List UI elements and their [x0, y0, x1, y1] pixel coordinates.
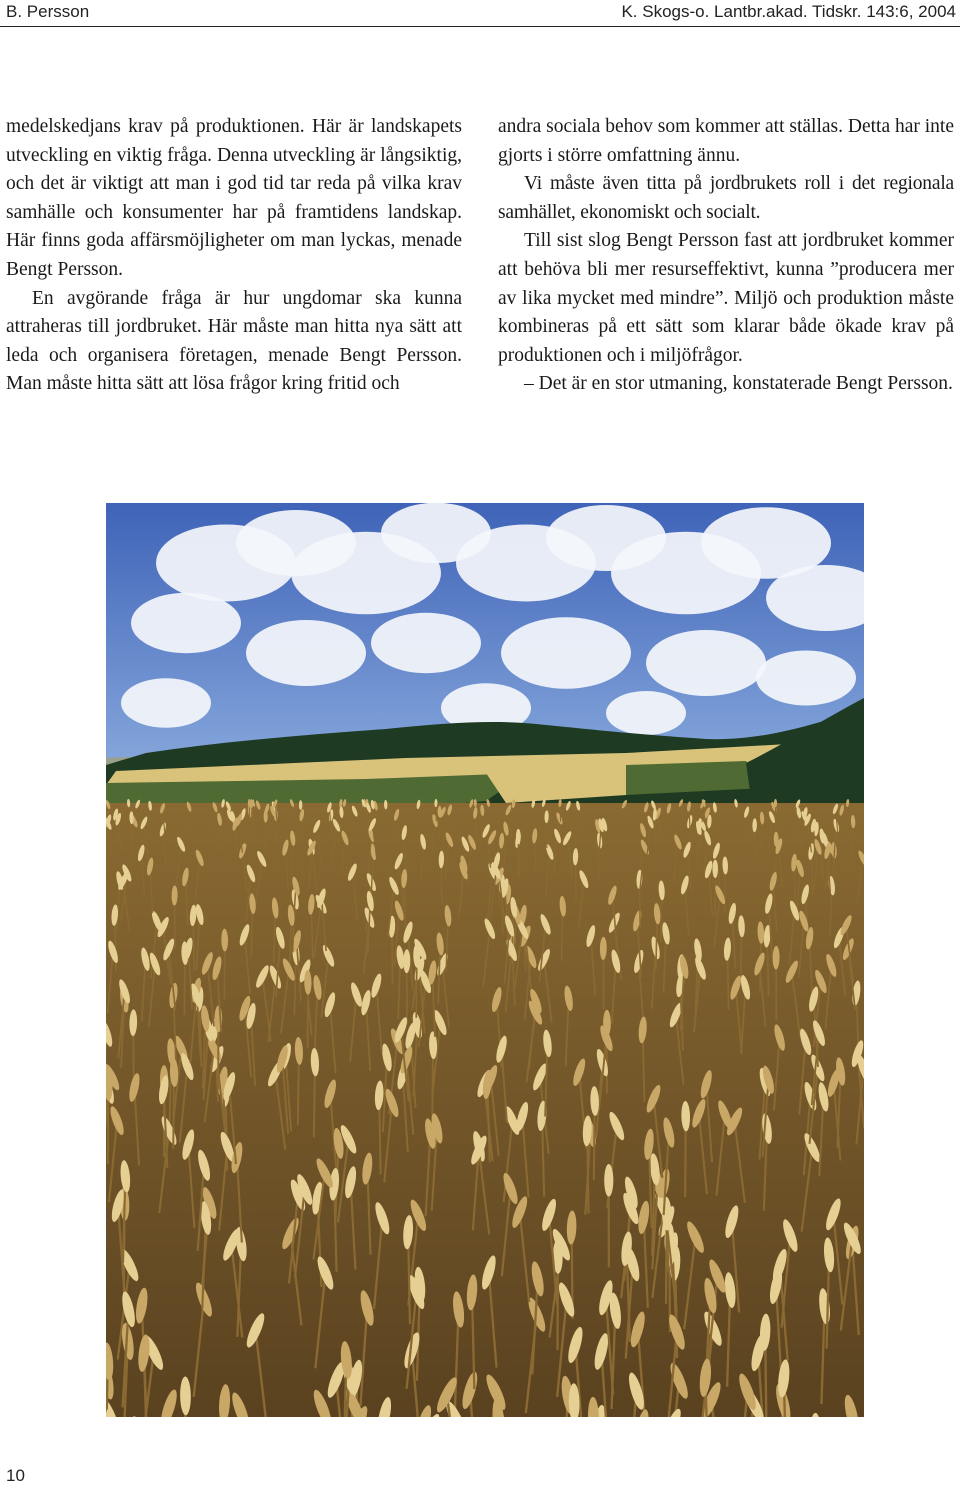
- paragraph: andra sociala behov som kommer att ställas. Detta har inte gjorts i större omfattning ännu.: [498, 116, 954, 166]
- page-number: 10: [6, 1466, 25, 1485]
- header-author: B. Persson: [6, 2, 90, 21]
- cloud: [371, 613, 481, 674]
- wheat-field-illustration: [106, 503, 864, 1417]
- paragraph: En avgörande fråga är hur ungdomar ska kunna attraheras till jordbruket. Här måste man hitta nya sätt att leda och organisera företagen, menade Bengt Persson. Man måste hitta sätt att lösa frågor kring fritid och: [6, 287, 462, 395]
- wheat-head: [248, 799, 251, 808]
- cloud: [121, 678, 211, 728]
- wheat-head: [712, 860, 718, 878]
- wheat-field-photo: [106, 503, 864, 1417]
- cloud: [246, 620, 366, 686]
- paragraph: Vi måste även titta på jordbrukets roll i det regionala samhället, ekonomiskt och socialt.: [498, 173, 954, 223]
- paragraph: medelskedjans krav på produktionen. Här är landskapets utveckling en viktig fråga. Denna utveckling är långsiktig, och det är viktigt att man i god tid tar reda på vilka krav samhälle och konsumenter har på framtidens landskap. Här finns goda affärsmöjligheter om man lyckas, menade Bengt Persson.: [6, 116, 462, 280]
- cloud: [756, 651, 856, 706]
- wheat-head: [299, 800, 302, 810]
- header-journal-citation: K. Skogs-o. Lantbr.akad. Tidskr. 143:6, 2004: [621, 2, 956, 21]
- wheat-head: [604, 1164, 613, 1197]
- paragraph: – Det är en stor utmaning, konstaterade Bengt Persson.: [524, 373, 953, 395]
- paragraph: Till sist slog Bengt Persson fast att jordbruket kommer att behöva bli mer resurseffektivt, kunna ”producera mer av lika mycket med mindre”. Miljö och produktion måste kombineras på ett sätt som klarar både ökade krav på produktionen och i miljöfrågor.: [498, 230, 954, 366]
- wheat-field: [106, 803, 864, 1417]
- running-header: [0, 0, 960, 27]
- cloud: [646, 630, 766, 696]
- cloud: [606, 691, 686, 735]
- text-column-right: [498, 113, 954, 399]
- cloud: [501, 617, 631, 689]
- text-column-left: [6, 113, 462, 399]
- wheat-head: [774, 799, 777, 807]
- cloud: [131, 593, 241, 654]
